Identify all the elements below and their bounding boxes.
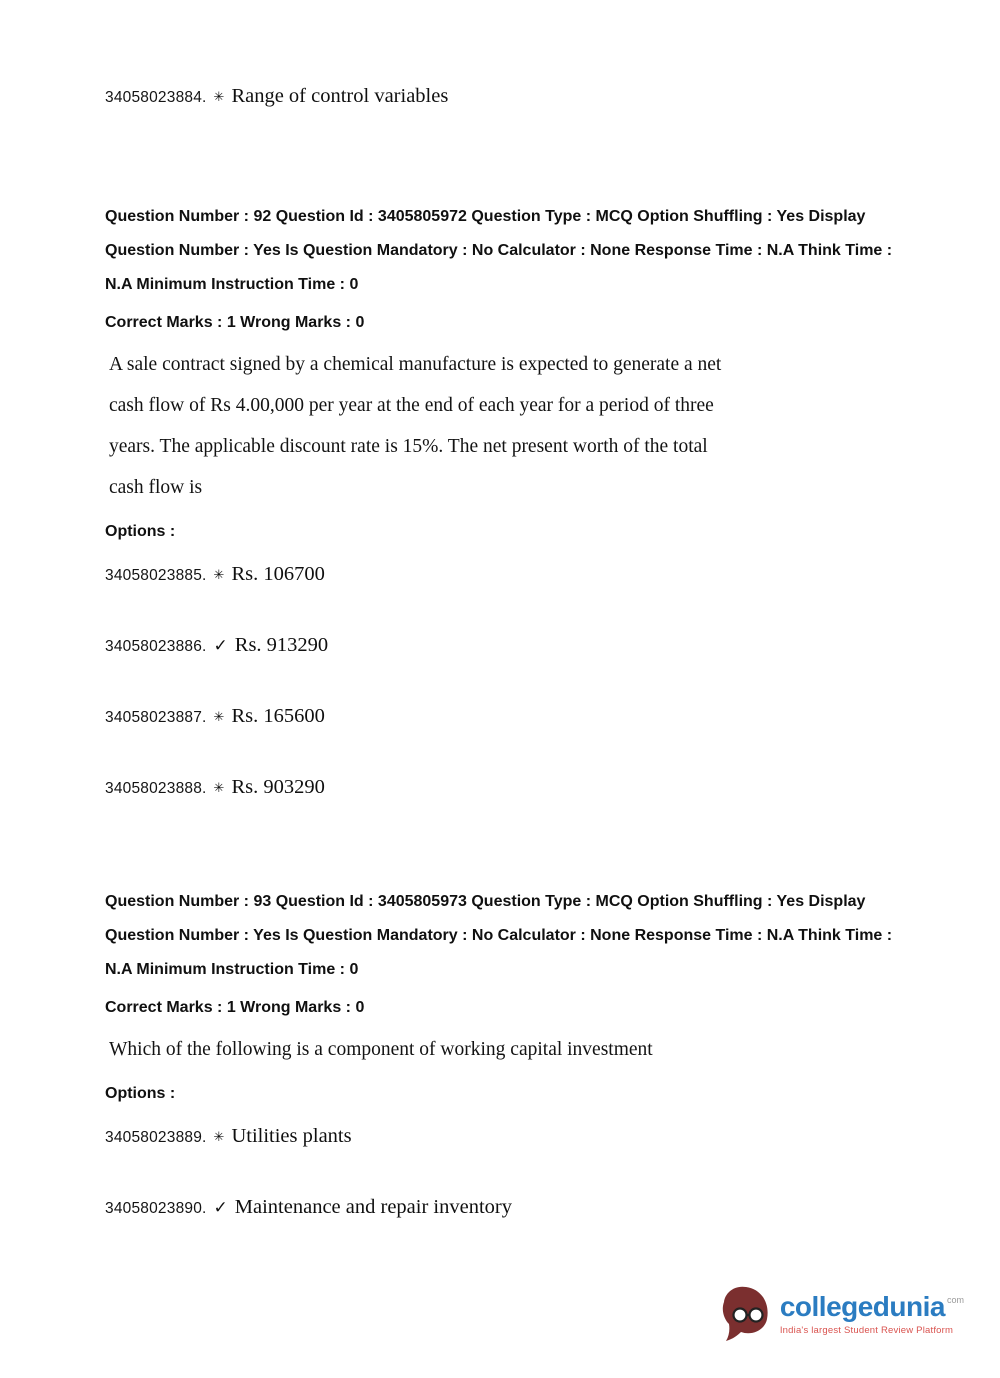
brand-name: collegedunia (779, 1291, 945, 1322)
option-row (105, 776, 910, 799)
options-label: Options : (105, 1085, 176, 1102)
options-list (105, 1125, 910, 1219)
question-block-92 (105, 200, 910, 799)
question-text: Which of the following is a component of working capital investment (109, 1039, 653, 1060)
wrong-option-icon: ✳ (213, 710, 225, 725)
question-marks: Correct Marks : 1 Wrong Marks : 0 (105, 314, 365, 331)
collegedunia-mascot-icon (722, 1286, 770, 1342)
wrong-option-icon: ✳ (213, 781, 225, 796)
option-text: Maintenance and repair inventory (234, 1196, 512, 1218)
wrong-option-icon: ✳ (213, 568, 225, 583)
option-id: 34058023884. (105, 89, 207, 106)
brand-line (780, 1292, 964, 1322)
option-text: Range of control variables (231, 85, 449, 107)
option-text: Rs. 165600 (231, 705, 325, 727)
option-id: 34058023890. (105, 1200, 207, 1217)
option-id: 34058023888. (105, 780, 207, 797)
question-block-93 (105, 885, 910, 1219)
brand-suffix: com (946, 1295, 964, 1305)
question-marks: Correct Marks : 1 Wrong Marks : 0 (105, 999, 365, 1016)
option-row (105, 85, 910, 108)
question-meta: Question Number : 92 Question Id : 3405805972 Question Type : MCQ Option Shuffling : Yes Display Question Number : Yes Is Question Mandatory : No Calculator : None Response Time : N.A Think Time : N.A Minimum Instruction Time : 0 (105, 208, 893, 293)
question-meta: Question Number : 93 Question Id : 3405805973 Question Type : MCQ Option Shuffling : Yes Display Question Number : Yes Is Question Mandatory : No Calculator : None Response Time : N.A Think Time : N.A Minimum Instruction Time : 0 (105, 893, 893, 978)
brand-tagline: India's largest Student Review Platform (779, 1325, 954, 1336)
option-row (105, 563, 910, 586)
option-id: 34058023885. (105, 567, 207, 584)
correct-option-icon: ✓ (213, 1198, 228, 1218)
option-row (105, 705, 910, 728)
options-list (105, 563, 910, 799)
question-text: A sale contract signed by a chemical manufacture is expected to generate a net cash flow of Rs 4.00,000 per year at the end of each year for a period of three years. The applicable discount rate is 15%. The net present worth of the total cash flow is (109, 354, 722, 498)
wrong-option-icon: ✳ (213, 90, 225, 105)
option-text: Rs. 913290 (234, 634, 329, 656)
option-text: Rs. 106700 (231, 563, 325, 585)
option-row (105, 1125, 910, 1148)
option-id: 34058023886. (105, 638, 207, 655)
correct-option-icon: ✓ (213, 636, 228, 656)
options-label: Options : (105, 523, 176, 540)
option-text: Rs. 903290 (231, 776, 325, 798)
wrong-option-icon: ✳ (213, 1130, 225, 1145)
option-row (105, 1196, 910, 1219)
option-row (105, 634, 910, 657)
logo-text (780, 1292, 964, 1336)
option-id: 34058023889. (105, 1129, 207, 1146)
option-text: Utilities plants (231, 1125, 352, 1147)
option-id: 34058023887. (105, 709, 207, 726)
collegedunia-logo (722, 1286, 964, 1342)
